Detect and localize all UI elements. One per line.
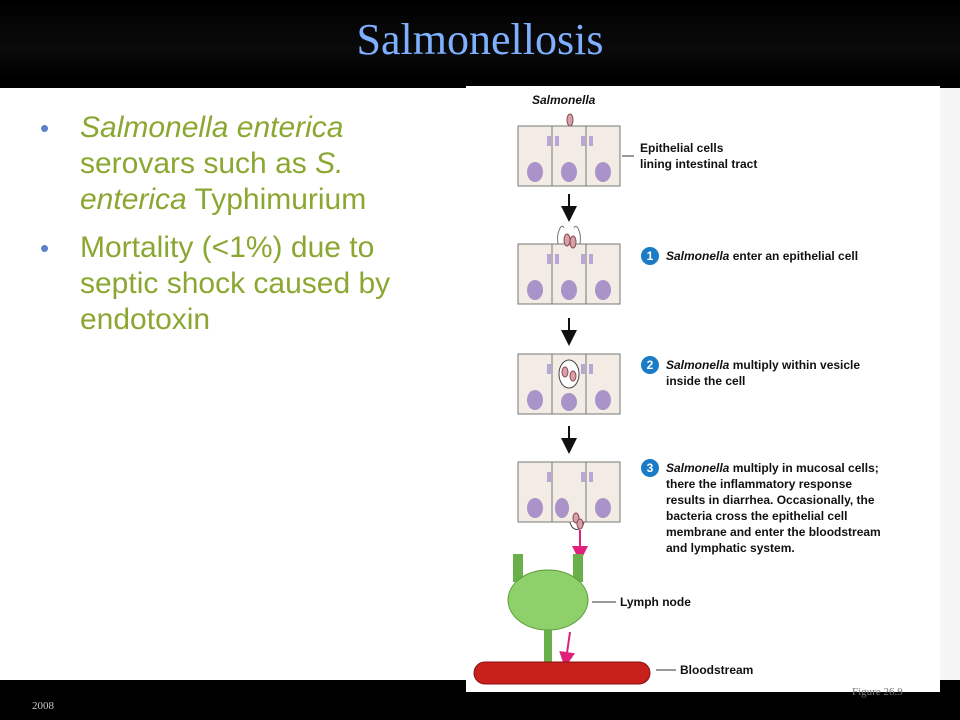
step-1-text (666, 249, 858, 263)
nucleus (595, 498, 611, 518)
cell-row-3 (518, 462, 620, 530)
epithelial-label-line-1: Epithelial cells (640, 141, 724, 155)
step-3-text-part: multiply in mucosal cells; (729, 461, 879, 475)
figure-caption: Figure 26.9 (852, 686, 903, 698)
pink-arrow-icon (566, 632, 570, 660)
nucleus (561, 393, 577, 411)
nucleus (595, 162, 611, 182)
junction-marker (581, 136, 585, 146)
lymph-node (508, 554, 588, 672)
junction-marker (555, 254, 559, 264)
junction-marker (581, 472, 585, 482)
step-1-text-italic: Salmonella (666, 249, 730, 263)
step-2-text-line-1 (666, 358, 860, 372)
bullet-item-1 (40, 110, 450, 218)
nucleus (527, 390, 543, 410)
bacterium-icon (570, 371, 576, 381)
nucleus (561, 280, 577, 300)
step-3-text-line-4: bacteria cross the epithelial cell (666, 509, 848, 523)
bullet-list (40, 110, 450, 350)
step-2-text-part: multiply within vesicle (729, 358, 861, 372)
junction-marker (589, 364, 593, 374)
footer-year: 2008 (32, 700, 54, 712)
bullet-item-2 (40, 230, 450, 338)
junction-marker (581, 364, 585, 374)
epithelial-label-line-2: lining intestinal tract (640, 157, 758, 171)
bloodstream-vessel (474, 662, 650, 684)
bullet-marker: • (40, 233, 50, 263)
bacterium-icon (562, 367, 568, 377)
nucleus (527, 498, 543, 518)
nucleus (527, 280, 543, 300)
junction-marker (589, 136, 593, 146)
junction-marker (581, 254, 585, 264)
bullet-text-2 (80, 230, 450, 338)
step-2-number: 2 (646, 358, 654, 372)
slide-title: Salmonellosis (356, 15, 604, 64)
step-2-text-line-2: inside the cell (666, 374, 746, 388)
nucleus (561, 162, 577, 182)
step-3-number: 3 (646, 461, 654, 475)
junction-marker (547, 364, 551, 374)
title-bar (0, 0, 960, 80)
salmonella-top-label: Salmonella (532, 93, 596, 107)
bloodstream-label: Bloodstream (680, 663, 754, 677)
step-3-text-line-1 (666, 461, 879, 475)
step-1-number: 1 (646, 249, 654, 263)
nucleus (595, 280, 611, 300)
bullet-marker: • (40, 113, 50, 143)
step-1-text-line-1: enter an epithelial cell (729, 249, 859, 263)
step-3-text-italic: Salmonella (666, 461, 730, 475)
cell-row-2 (518, 354, 620, 414)
bullet-1-part-2: serovars such as (80, 147, 316, 180)
step-2-text-italic: Salmonella (666, 358, 730, 372)
lymph-node-label: Lymph node (620, 595, 691, 609)
bacterium-icon (570, 236, 576, 248)
bullet-text-1 (80, 110, 450, 218)
bullet-1-part-4: Typhimurium (186, 183, 367, 216)
diagram-svg (466, 86, 940, 692)
bacterium-icon (577, 519, 583, 529)
bullet-2-part-1: Mortality (<1%) due to septic shock caused by endotoxin (80, 231, 391, 336)
nucleus (555, 498, 569, 518)
salmonella-infection-diagram (466, 86, 940, 692)
junction-marker (589, 254, 593, 264)
junction-marker (555, 136, 559, 146)
nucleus (595, 390, 611, 410)
nucleus (527, 162, 543, 182)
bacterium-icon (567, 114, 573, 126)
junction-marker (547, 136, 551, 146)
lymph-node-body (508, 570, 588, 630)
junction-marker (589, 472, 593, 482)
bacterium-icon (564, 234, 570, 246)
bullet-1-part-3: S. enterica (80, 147, 344, 216)
cell-row-0 (518, 126, 620, 186)
step-3-text-line-5: membrane and enter the bloodstream (666, 525, 881, 539)
cell-row-1 (518, 226, 620, 304)
junction-marker (547, 254, 551, 264)
step-3-text-line-3: results in diarrhea. Occasionally, the (666, 493, 875, 507)
junction-marker (547, 472, 551, 482)
bullet-1-part-1: Salmonella enterica (80, 111, 344, 144)
step-3-text-line-2: there the inflammatory response (666, 477, 853, 491)
step-3-text-line-6: and lymphatic system. (666, 541, 795, 555)
